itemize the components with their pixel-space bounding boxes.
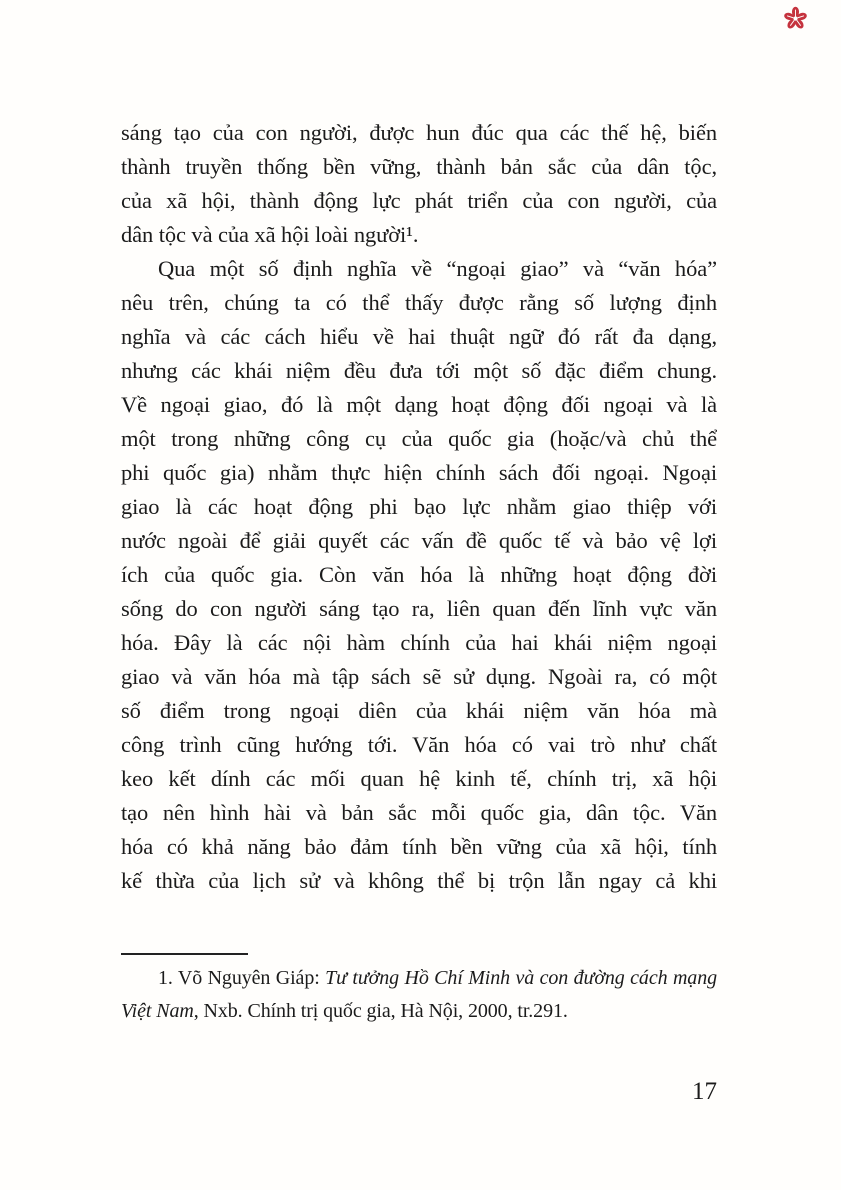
text-line: sáng tạo của con người, được hun đúc qua các thế hệ, biến xyxy=(121,120,717,145)
text-line: nêu trên, chúng ta có thể thấy được rằng số lượng định xyxy=(121,290,717,315)
footnote xyxy=(121,962,717,1028)
text-line: số điểm trong ngoại diên của khái niệm văn hóa mà xyxy=(121,698,717,723)
text-line: của xã hội, thành động lực phát triển của con người, của xyxy=(121,188,717,213)
text-line: kế thừa của lịch sử và không thể bị trộn lẫn ngay cả khi xyxy=(121,868,717,893)
text-line: nhưng các khái niệm đều đưa tới một số đặc điểm chung. xyxy=(121,358,717,383)
text-line: nước ngoài để giải quyết các vấn đề quốc tế và bảo vệ lợi xyxy=(121,528,717,553)
text-line: tạo nên hình hài và bản sắc mỗi quốc gia, dân tộc. Văn xyxy=(121,800,717,825)
text-line: ích của quốc gia. Còn văn hóa là những hoạt động đời xyxy=(121,562,717,587)
text-line: hóa có khả năng bảo đảm tính bền vững của xã hội, tính xyxy=(121,834,717,859)
text-line: sống do con người sáng tạo ra, liên quan đến lĩnh vực văn xyxy=(121,596,717,621)
paragraph-1 xyxy=(121,116,717,252)
text-line: dân tộc và của xã hội loài người¹. xyxy=(121,222,419,247)
text-line: phi quốc gia) nhằm thực hiện chính sách đối ngoại. Ngoại xyxy=(121,460,717,485)
text-line: nghĩa và các cách hiểu về hai thuật ngữ đó rất đa dạng, xyxy=(121,324,717,349)
text-line: thành truyền thống bền vững, thành bản sắc của dân tộc, xyxy=(121,154,717,179)
red-flower-icon xyxy=(783,6,808,31)
text-line: hóa. Đây là các nội hàm chính của hai khái niệm ngoại xyxy=(121,630,717,655)
text-line: Qua một số định nghĩa về “ngoại giao” và “văn hóa” xyxy=(158,256,717,281)
footnote-separator-rule xyxy=(121,953,248,955)
text-line: giao và văn hóa mà tập sách sẽ sử dụng. Ngoài ra, có một xyxy=(121,664,717,689)
main-text-block xyxy=(121,116,717,898)
footnote-citation-prefix: 1. Võ Nguyên Giáp: xyxy=(158,967,326,989)
text-line: keo kết dính các mối quan hệ kinh tế, chính trị, xã hội xyxy=(121,766,717,791)
footnote-book-title: Tư tưởng Hồ Chí Minh và con đường cách mạng Việt Nam xyxy=(121,967,717,1022)
text-line: công trình cũng hướng tới. Văn hóa có vai trò như chất xyxy=(121,732,717,757)
paragraph-2 xyxy=(121,252,717,898)
text-line: giao là các hoạt động phi bạo lực nhằm giao thiệp với xyxy=(121,494,717,519)
page-number: 17 xyxy=(692,1078,717,1105)
text-line: Về ngoại giao, đó là một dạng hoạt động đối ngoại và là xyxy=(121,392,717,417)
text-line: một trong những công cụ của quốc gia (hoặc/và chủ thể xyxy=(121,426,717,451)
footnote-citation-suffix: , Nxb. Chính trị quốc gia, Hà Nội, 2000, tr.291. xyxy=(193,1000,568,1022)
